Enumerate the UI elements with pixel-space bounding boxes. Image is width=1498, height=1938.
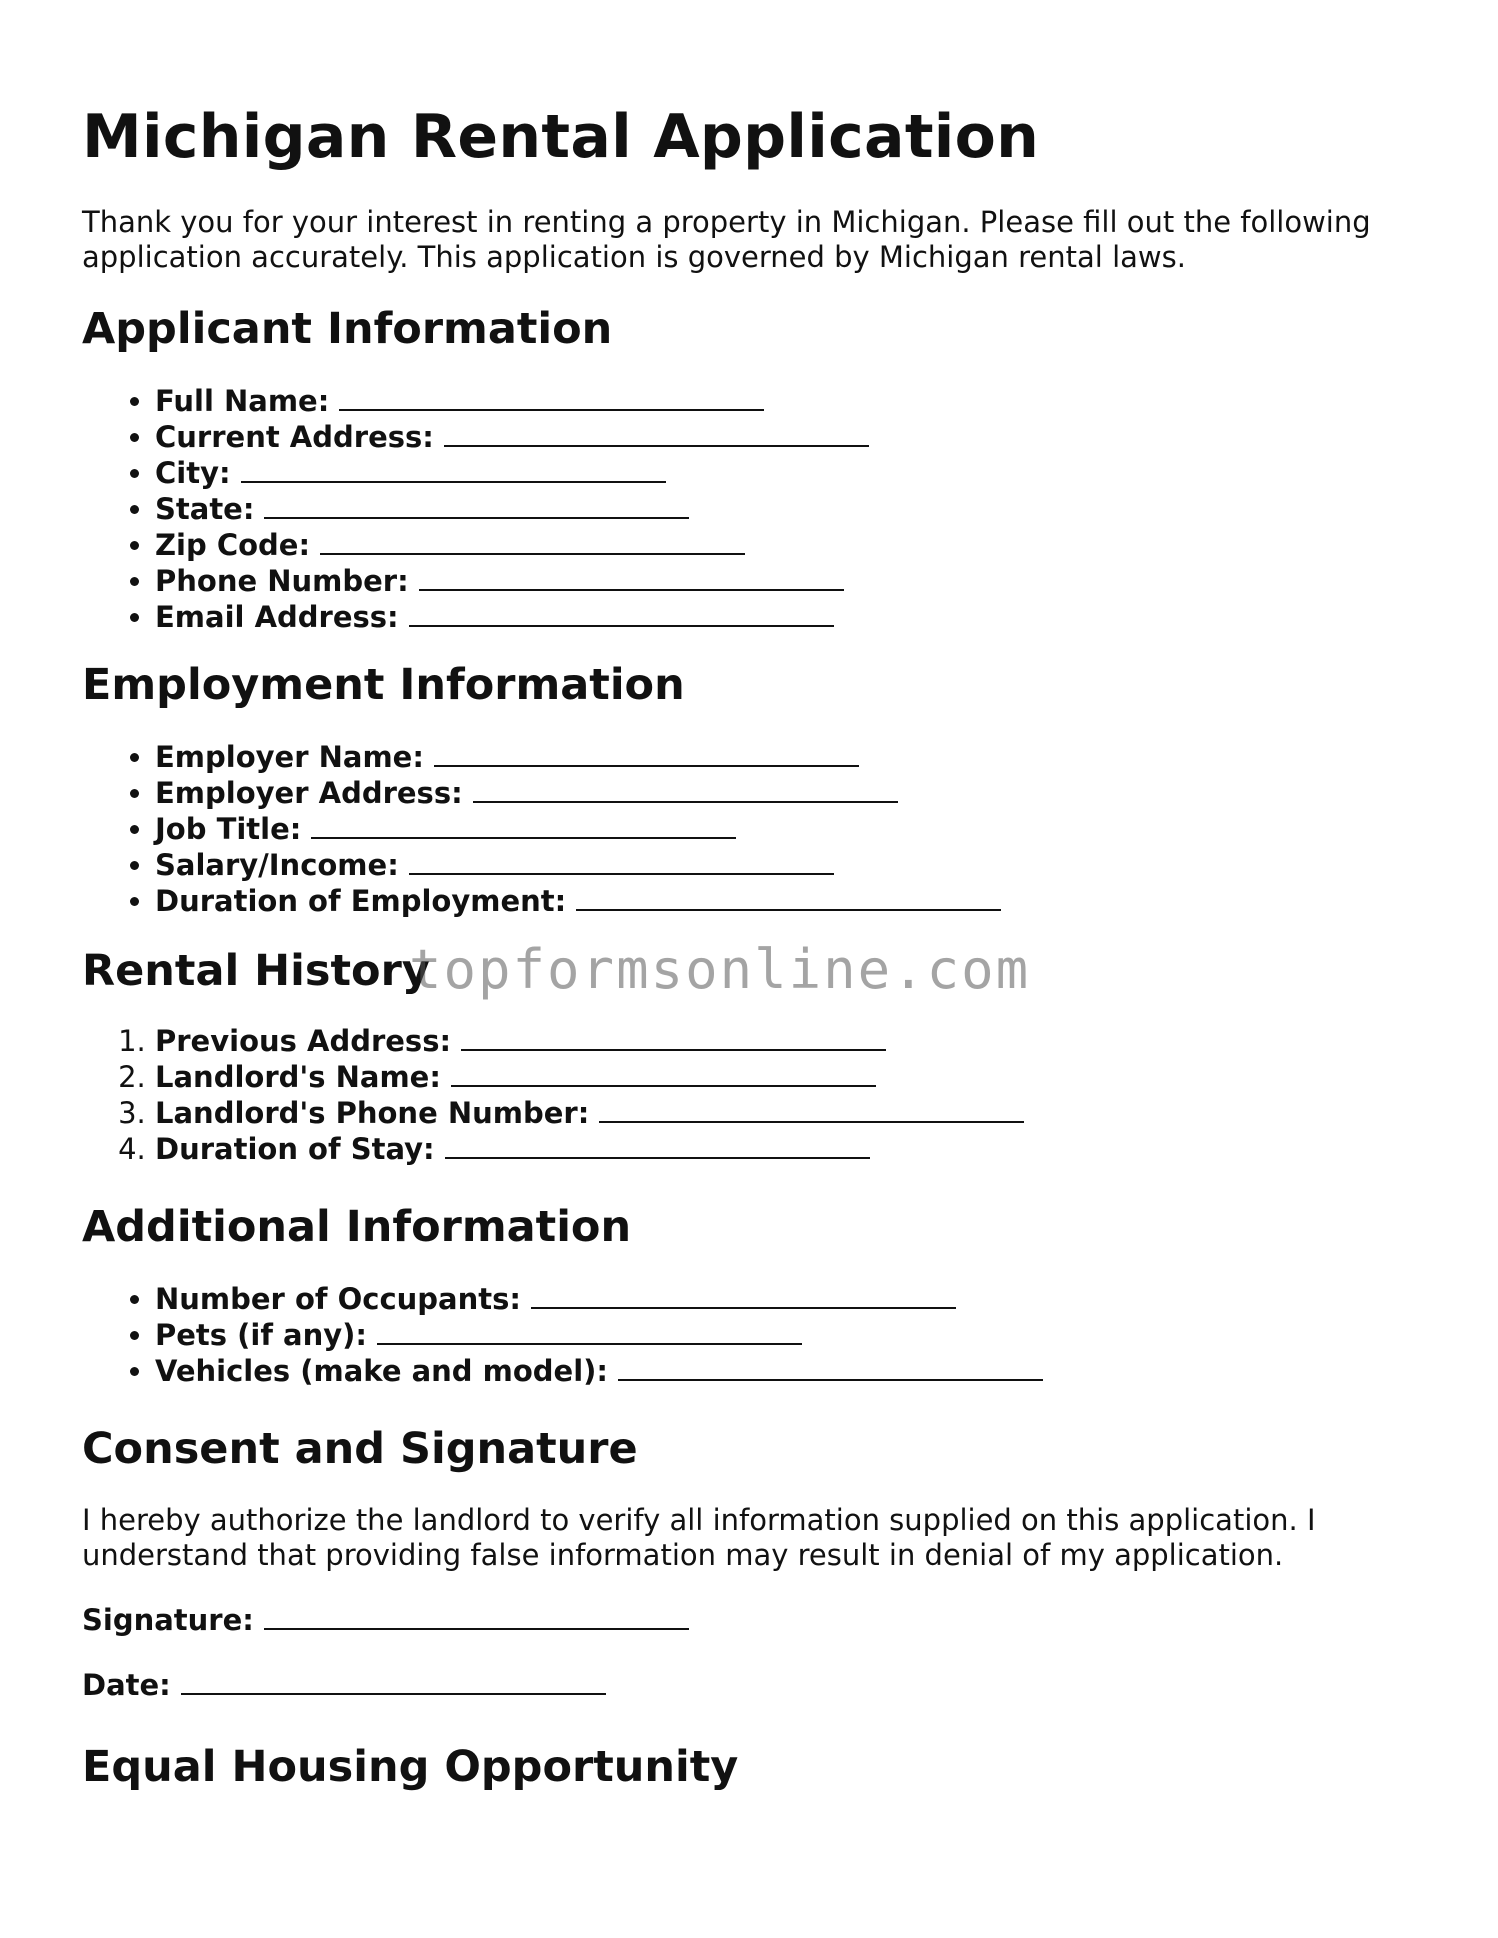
field-label: Pets (if any):	[155, 1318, 368, 1352]
field-full-name	[155, 383, 1422, 419]
consent-paragraph: I hereby authorize the landlord to verify all information supplied on this application. I understand that providing false information may result in denial of my application.	[82, 1503, 1316, 1572]
field-label: Employer Name:	[155, 740, 424, 774]
intro-paragraph: Thank you for your interest in renting a property in Michigan. Please fill out the following application accurately. This application is governed by Michigan rental laws.	[82, 205, 1371, 274]
heading-rental-history: Rental History	[82, 946, 430, 996]
landlord-phone-blank[interactable]	[599, 1095, 1024, 1123]
watermark-text: topformsonline.com	[409, 938, 1031, 1001]
duration-of-employment-blank[interactable]	[576, 883, 1001, 911]
field-landlord-name	[155, 1059, 1422, 1095]
pets-blank[interactable]	[377, 1317, 802, 1345]
field-current-address	[155, 419, 1422, 455]
field-landlord-phone	[155, 1095, 1422, 1131]
field-city	[155, 455, 1422, 491]
salary-income-blank[interactable]	[409, 847, 834, 875]
signature-label: Signature:	[82, 1603, 254, 1637]
field-label: Job Title:	[155, 812, 302, 846]
heading-applicant-information: Applicant Information	[82, 304, 613, 354]
field-label: State:	[155, 492, 255, 526]
field-duration-of-stay	[155, 1131, 1422, 1167]
field-label: Vehicles (make and model):	[155, 1354, 609, 1388]
field-label: Previous Address:	[155, 1024, 452, 1058]
field-label: Salary/Income:	[155, 848, 399, 882]
employment-field-list	[82, 739, 1422, 919]
field-number-of-occupants	[155, 1281, 1422, 1317]
current-address-blank[interactable]	[444, 419, 869, 447]
field-label: Landlord's Name:	[155, 1060, 441, 1094]
state-blank[interactable]	[264, 491, 689, 519]
field-email-address	[155, 599, 1422, 635]
vehicles-blank[interactable]	[618, 1353, 1043, 1381]
field-label: Full Name:	[155, 384, 330, 418]
employer-name-blank[interactable]	[434, 739, 859, 767]
field-label: Duration of Employment:	[155, 884, 567, 918]
applicant-field-list	[82, 383, 1422, 635]
zip-code-blank[interactable]	[320, 527, 745, 555]
date-blank[interactable]	[181, 1667, 606, 1695]
full-name-blank[interactable]	[339, 383, 764, 411]
field-zip-code	[155, 527, 1422, 563]
field-label: Duration of Stay:	[155, 1132, 435, 1166]
field-label: Zip Code:	[155, 528, 311, 562]
field-duration-of-employment	[155, 883, 1422, 919]
number-of-occupants-blank[interactable]	[531, 1281, 956, 1309]
field-salary-income	[155, 847, 1422, 883]
phone-number-blank[interactable]	[419, 563, 844, 591]
date-label: Date:	[82, 1668, 171, 1702]
job-title-blank[interactable]	[311, 811, 736, 839]
heading-additional-information: Additional Information	[82, 1202, 632, 1252]
field-employer-address	[155, 775, 1422, 811]
field-label: Current Address:	[155, 420, 434, 454]
field-label: Employer Address:	[155, 776, 463, 810]
field-label: Email Address:	[155, 600, 399, 634]
field-label: Number of Occupants:	[155, 1282, 521, 1316]
heading-consent-and-signature: Consent and Signature	[82, 1424, 638, 1474]
field-vehicles	[155, 1353, 1422, 1389]
field-label: Landlord's Phone Number:	[155, 1096, 590, 1130]
previous-address-blank[interactable]	[461, 1023, 886, 1051]
signature-blank[interactable]	[264, 1602, 689, 1630]
field-state	[155, 491, 1422, 527]
landlord-name-blank[interactable]	[451, 1059, 876, 1087]
email-address-blank[interactable]	[409, 599, 834, 627]
additional-field-list	[82, 1281, 1422, 1389]
field-label: City:	[155, 456, 231, 490]
signature-line	[82, 1602, 1422, 1638]
field-previous-address	[155, 1023, 1422, 1059]
field-pets	[155, 1317, 1422, 1353]
field-employer-name	[155, 739, 1422, 775]
field-label: Phone Number:	[155, 564, 409, 598]
page-title: Michigan Rental Application	[82, 102, 1040, 172]
rental-history-field-list	[82, 1023, 1422, 1167]
date-line	[82, 1667, 1422, 1703]
heading-equal-housing-opportunity: Equal Housing Opportunity	[82, 1742, 739, 1792]
field-job-title	[155, 811, 1422, 847]
field-phone-number	[155, 563, 1422, 599]
city-blank[interactable]	[241, 455, 666, 483]
employer-address-blank[interactable]	[473, 775, 898, 803]
heading-employment-information: Employment Information	[82, 660, 685, 710]
duration-of-stay-blank[interactable]	[445, 1131, 870, 1159]
document-page	[82, 0, 1422, 1793]
